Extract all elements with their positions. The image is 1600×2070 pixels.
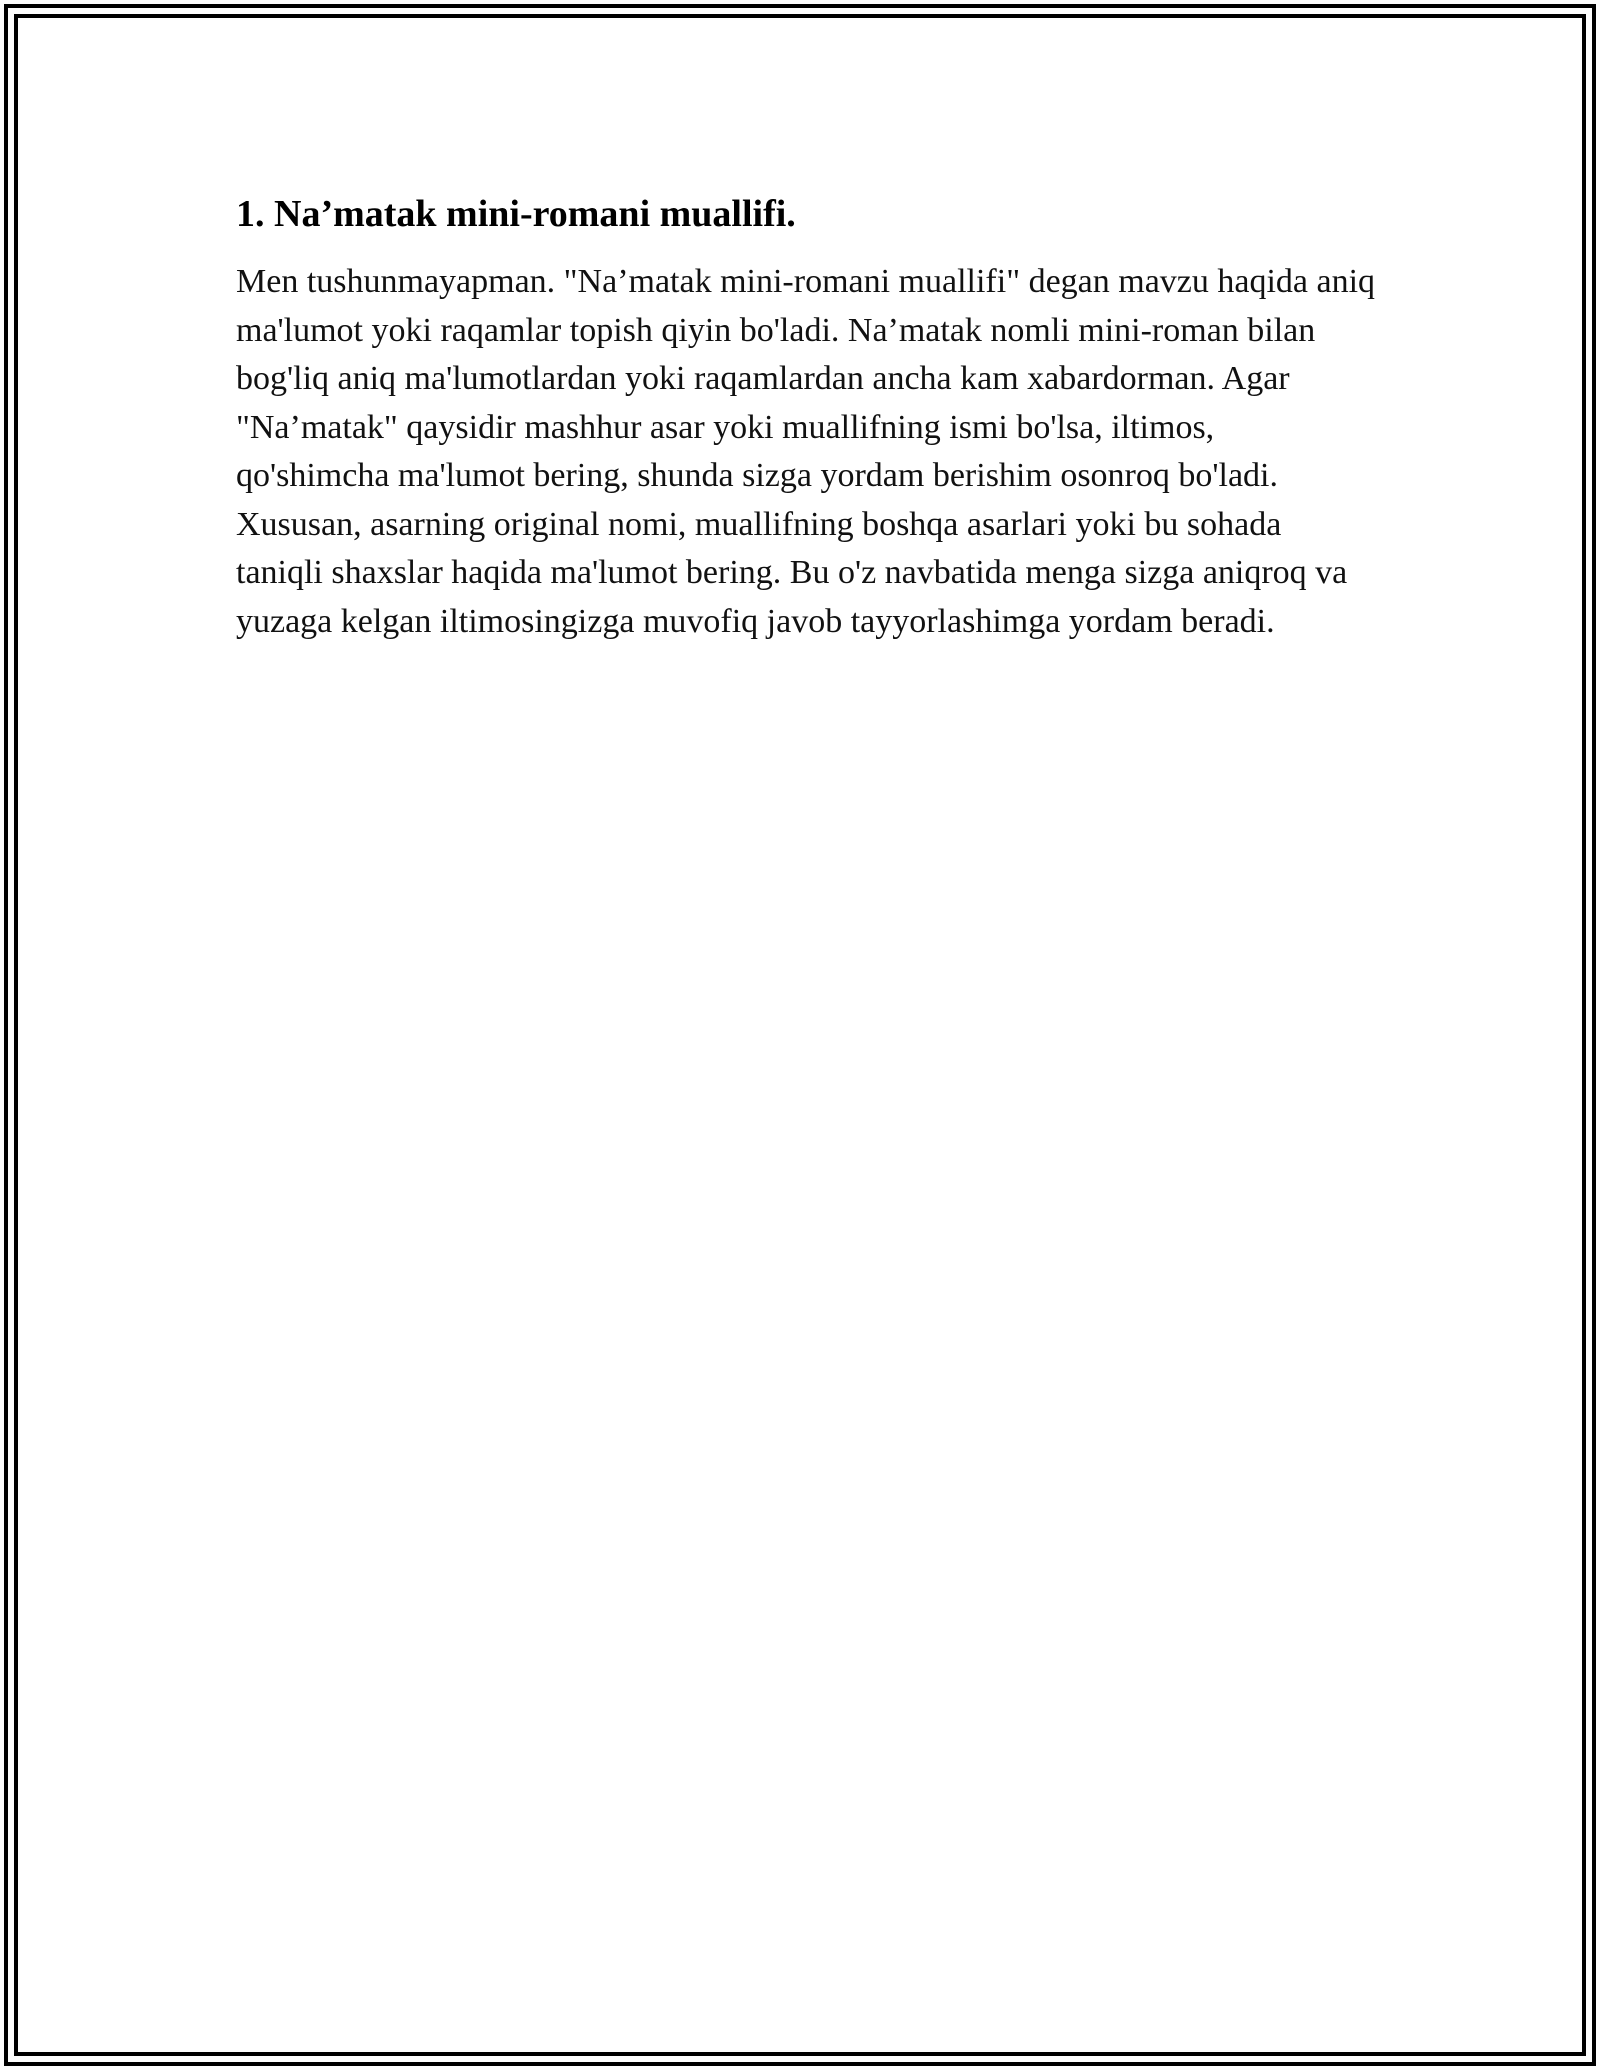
document-body-paragraph: Men tushunmayapman. "Na’matak mini-romani muallifi" degan mavzu haqida aniq ma'lumot yoki raqamlar topish qiyin bo'ladi. Na’matak nomli mini-roman bilan bog'liq aniq ma'lumotlardan yoki raqamlardan ancha kam xabardorman. Agar "Na’matak" qaysidir mashhur asar yoki muallifning ismi bo'lsa, iltimos, qo'shimcha ma'lumot bering, shunda sizga yordam berishim osonroq bo'ladi. Xususan, asarning original nomi, muallifning boshqa asarlari yoki bu sohada taniqli shaxslar haqida ma'lumot bering. Bu o'z navbatida menga sizga aniqroq va yuzaga kelgan iltimosingizga muvofiq javob tayyorlashimga yordam beradi. xyxy=(236,263,1376,640)
document-content xyxy=(236,188,1376,646)
document-heading: 1. Na’matak mini-romani muallifi. xyxy=(236,193,796,235)
